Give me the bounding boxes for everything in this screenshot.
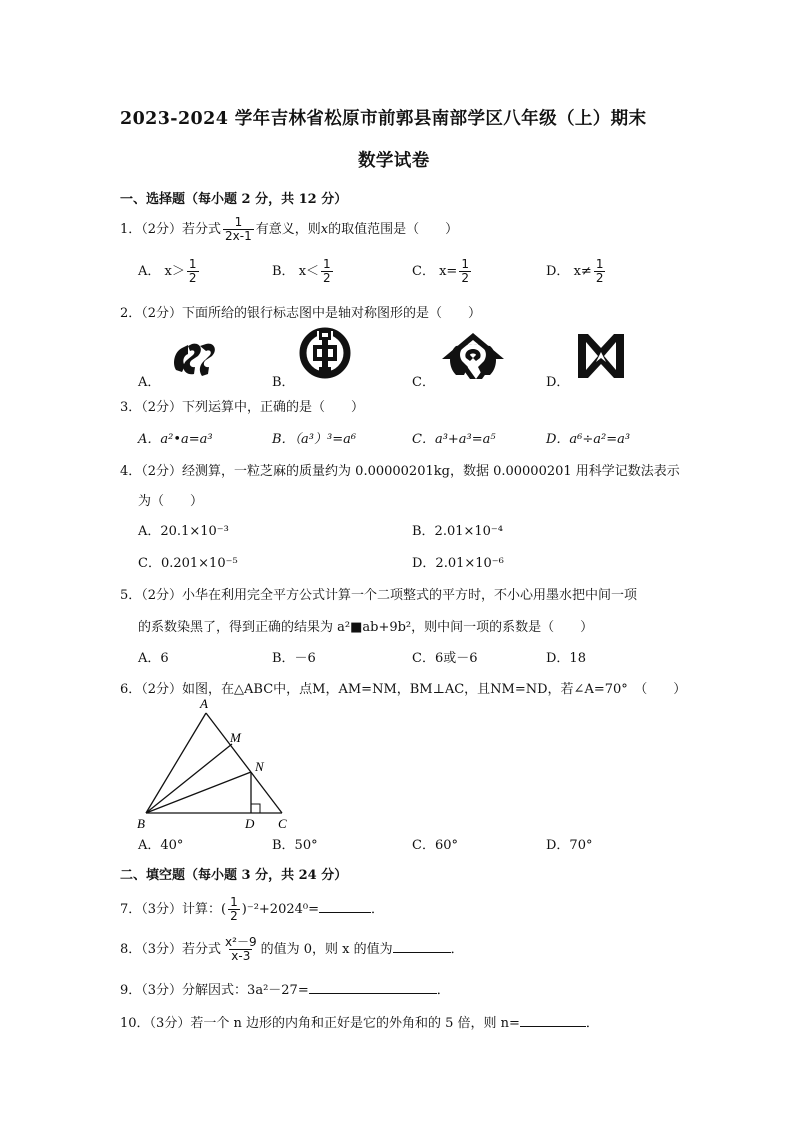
question-5-line1: 5．（2分）小华在利用完全平方公式计算一个二项整式的平方时，不小心用墨水把中间一项 xyxy=(120,588,638,603)
frac-num: 1 xyxy=(323,257,331,271)
q1-prefix: 1．（2分）若分式 xyxy=(120,222,222,237)
option-expr: x= xyxy=(439,264,458,279)
q1-var: x xyxy=(320,222,329,237)
q8-end: ． xyxy=(450,942,464,957)
q1-option-d[interactable] xyxy=(546,258,607,285)
frac-num: 1 xyxy=(461,257,469,271)
bank-logo-d-icon xyxy=(576,332,626,380)
section-choice-heading: 一、选择题（每小题 2 分，共 12 分） xyxy=(120,192,348,207)
label-d: D xyxy=(245,816,255,831)
option-fraction xyxy=(187,258,199,285)
q4-option-b[interactable]: B．2.01×10⁻⁴ xyxy=(412,524,504,539)
q6-option-d[interactable]: D．70° xyxy=(546,838,593,853)
q2-option-b-label[interactable]: B． xyxy=(272,375,295,390)
option-label: D． xyxy=(546,264,570,279)
page-title: 2023-2024 学年吉林省松原市前郭县南部学区八年级（上）期末 xyxy=(120,109,647,129)
question-7 xyxy=(120,896,384,923)
frac-den: 2 xyxy=(595,271,604,285)
q7-frac-den: 2 xyxy=(230,909,238,923)
q2-option-d-label[interactable]: D． xyxy=(546,375,570,390)
option-expr: x＜ xyxy=(298,264,320,279)
q9-end: ． xyxy=(436,983,450,998)
q5-option-c[interactable]: C．6或－6 xyxy=(412,651,478,666)
q8-prefix: 8．（3分）若分式 xyxy=(120,942,222,957)
q4-option-c[interactable]: C．0.201×10⁻⁵ xyxy=(138,556,238,571)
q10-end: ． xyxy=(585,1016,599,1031)
q3-option-b[interactable]: B．（a³）³=a⁶ xyxy=(272,432,357,447)
question-4-line2: 为（ ） xyxy=(138,494,204,509)
option-expr: x≠ xyxy=(573,264,592,279)
side-ab xyxy=(146,713,206,813)
bank-logo-b-icon xyxy=(299,327,351,379)
frac-den: 2 xyxy=(461,271,469,285)
q1-fraction xyxy=(223,216,254,243)
question-4-line1: 4．（2分）经测算，一粒芝麻的质量约为 0.00000201kg，数据 0.00000201 用科学记数法表示 xyxy=(120,464,680,479)
section-fill-heading: 二、填空题（每小题 3 分，共 24 分） xyxy=(120,868,348,883)
q8-frac-den: x-3 xyxy=(231,949,251,963)
q5-option-d[interactable]: D．18 xyxy=(546,651,586,666)
label-b: B xyxy=(137,816,145,831)
q1-suffix-b: 的取值范围是（ ） xyxy=(328,222,459,237)
q8-suffix: 的值为 0，则 x 的值为 xyxy=(260,942,393,957)
q3-option-c[interactable]: C．a³+a³=a⁵ xyxy=(412,432,496,447)
label-m: M xyxy=(230,730,241,745)
q6-option-b[interactable]: B．50° xyxy=(272,838,318,853)
q1-option-a[interactable] xyxy=(138,258,201,285)
label-a: A xyxy=(200,696,208,711)
q1-option-b[interactable] xyxy=(272,258,335,285)
frac-den: 2 xyxy=(188,271,197,285)
q5-option-a[interactable]: A．6 xyxy=(138,651,169,666)
option-label: B． xyxy=(272,264,295,279)
question-10 xyxy=(120,1012,599,1031)
triangle-figure xyxy=(132,696,302,836)
q7-prefix: 7．（3分）计算：( xyxy=(120,902,227,917)
question-1 xyxy=(120,216,458,243)
question-6: 6．（2分）如图，在△ABC中，点M，AM=NM，BM⊥AC，且NM=ND，若∠A=70° （ ） xyxy=(120,682,687,697)
question-8 xyxy=(120,936,464,963)
q1-option-c[interactable] xyxy=(412,258,473,285)
question-5-line2: 的系数染黑了，得到正确的结果为 a²■ab+9b²，则中间一项的系数是（ ） xyxy=(138,620,594,635)
option-expr: x＞ xyxy=(164,264,185,279)
q8-frac-num: x²－9 xyxy=(225,935,257,949)
question-2: 2．（2分）下面所给的银行标志图中是轴对称图形的是（ ） xyxy=(120,306,482,321)
side-ac xyxy=(206,713,282,813)
q1-suffix-a: 有意义，则 xyxy=(255,222,321,237)
frac-den: 2 xyxy=(323,271,331,285)
option-label: A． xyxy=(138,264,161,279)
q7-answer-blank[interactable] xyxy=(319,900,371,913)
q4-option-a[interactable]: A．20.1×10⁻³ xyxy=(138,524,229,539)
q7-end: ． xyxy=(371,902,385,917)
label-n: N xyxy=(255,759,264,774)
q3-option-d[interactable]: D．a⁶÷a²=a³ xyxy=(546,432,631,447)
bank-logo-c-icon xyxy=(440,331,506,381)
label-c: C xyxy=(278,816,287,831)
question-3: 3．（2分）下列运算中，正确的是（ ） xyxy=(120,400,365,415)
q2-option-a-label[interactable]: A． xyxy=(138,375,161,390)
q1-frac-num: 1 xyxy=(234,215,243,229)
segment-bm xyxy=(146,744,232,813)
q8-fraction xyxy=(223,936,259,963)
q8-answer-blank[interactable] xyxy=(393,940,451,953)
q10-answer-blank[interactable] xyxy=(520,1014,586,1027)
q9-prefix: 9．（3分）分解因式：3a²－27= xyxy=(120,983,309,998)
option-fraction xyxy=(459,258,471,285)
q7-fraction xyxy=(228,896,240,923)
right-angle-mark xyxy=(251,804,260,813)
segment-bn xyxy=(146,772,251,813)
page-subtitle: 数学试卷 xyxy=(358,151,430,171)
question-9 xyxy=(120,979,450,998)
q5-option-b[interactable]: B．－6 xyxy=(272,651,316,666)
option-fraction xyxy=(594,258,606,285)
q2-option-c-label[interactable]: C． xyxy=(412,375,435,390)
frac-num: 1 xyxy=(595,257,604,271)
q1-frac-den: 2x-1 xyxy=(225,229,252,243)
q6-option-a[interactable]: A．40° xyxy=(138,838,184,853)
q6-option-c[interactable]: C．60° xyxy=(412,838,458,853)
option-label: C． xyxy=(412,264,435,279)
q4-option-d[interactable]: D．2.01×10⁻⁶ xyxy=(412,556,504,571)
option-fraction xyxy=(321,258,333,285)
q9-answer-blank[interactable] xyxy=(309,981,437,994)
bank-logo-a-icon xyxy=(170,336,222,380)
q10-prefix: 10．（3分）若一个 n 边形的内角和正好是它的外角和的 5 倍，则 n= xyxy=(120,1016,520,1031)
q3-option-a[interactable]: A．a²•a=a³ xyxy=(138,432,213,447)
q7-frac-num: 1 xyxy=(230,895,238,909)
frac-num: 1 xyxy=(188,257,197,271)
q7-suffix: )⁻²+2024⁰= xyxy=(241,902,319,917)
